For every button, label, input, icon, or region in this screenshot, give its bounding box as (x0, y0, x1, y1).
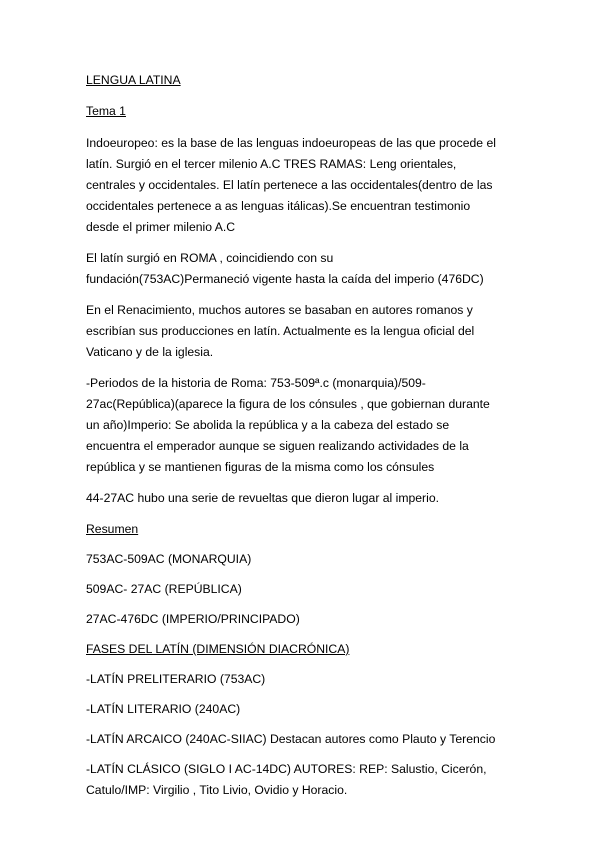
text-line: -LATÍN LITERARIO (240AC) (86, 702, 241, 716)
text-line: -LATÍN CLÁSICO (SIGLO I AC-14DC) AUTORES: REP: Salustio, Cicerón, (86, 762, 487, 776)
text-line: occidentales pertenece a as lenguas itálicas).Se encuentran testimonio (86, 199, 471, 213)
text-line: En el Renacimiento, muchos autores se basaban en autores romanos y (86, 303, 473, 317)
topic-heading: Tema 1 (86, 104, 126, 118)
text-line: -LATÍN PRELITERARIO (753AC) (86, 672, 266, 686)
paragraph-periodos (86, 373, 518, 478)
phase-item-clasico (86, 759, 518, 801)
phase-item-arcaico (86, 729, 518, 750)
text-line: desde el primer milenio A.C (86, 220, 236, 234)
text-line: centrales y occidentales. El latín pertenece a las occidentales(dentro de las (86, 178, 493, 192)
text-line: Vaticano y de la iglesia. (86, 345, 214, 359)
text-line: latín. Surgió en el tercer milenio A.C TRES RAMAS: Leng orientales, (86, 157, 457, 171)
phase-item-preliterario (86, 669, 518, 690)
text-line: -Periodos de la historia de Roma: 753-509ª.c (monarquia)/509- (86, 376, 426, 390)
document-title: LENGUA LATINA (86, 73, 181, 87)
phases-heading: FASES DEL LATÍN (DIMENSIÓN DIACRÓNICA) (86, 642, 350, 656)
text-line: fundación(753AC)Permaneció vigente hasta la caída del imperio (476DC) (86, 272, 484, 286)
paragraph-indoeuropeo (86, 133, 518, 238)
text-line: -LATÍN ARCAICO (240AC-SIIAC) Destacan autores como Plauto y Terencio (86, 732, 496, 746)
text-line: Catulo/IMP: Virgilio , Tito Livio, Ovidio y Horacio. (86, 783, 348, 797)
paragraph-renacimiento (86, 300, 518, 363)
text-line: escribían sus producciones en latín. Actualmente es la lengua oficial del (86, 324, 475, 338)
paragraph-revueltas (86, 488, 518, 509)
text-line: república y se mantienen figuras de la misma como los cónsules (86, 460, 435, 474)
summary-heading: Resumen (86, 522, 139, 536)
text-line: 44-27AC hubo una serie de revueltas que dieron lugar al imperio. (86, 491, 439, 505)
text-line: un año)Imperio: Se abolida la república y a la cabeza del estado se (86, 418, 450, 432)
text-line: encuentra el emperador aunque se siguen realizando actividades de la (86, 439, 469, 453)
phase-item-literario (86, 699, 518, 720)
summary-item-imperio: 27AC-476DC (IMPERIO/PRINCIPADO) (86, 612, 300, 626)
text-line: El latín surgió en ROMA , coincidiendo con su (86, 251, 334, 265)
document-body (86, 70, 518, 810)
paragraph-roma (86, 248, 518, 290)
summary-item-monarquia: 753AC-509AC (MONARQUIA) (86, 552, 252, 566)
text-line: Indoeuropeo: es la base de las lenguas indoeuropeas de las que procede el (86, 136, 496, 150)
text-line: 27ac(República)(aparece la figura de los cónsules , que gobiernan durante (86, 397, 490, 411)
summary-item-republica: 509AC- 27AC (REPÚBLICA) (86, 582, 242, 596)
